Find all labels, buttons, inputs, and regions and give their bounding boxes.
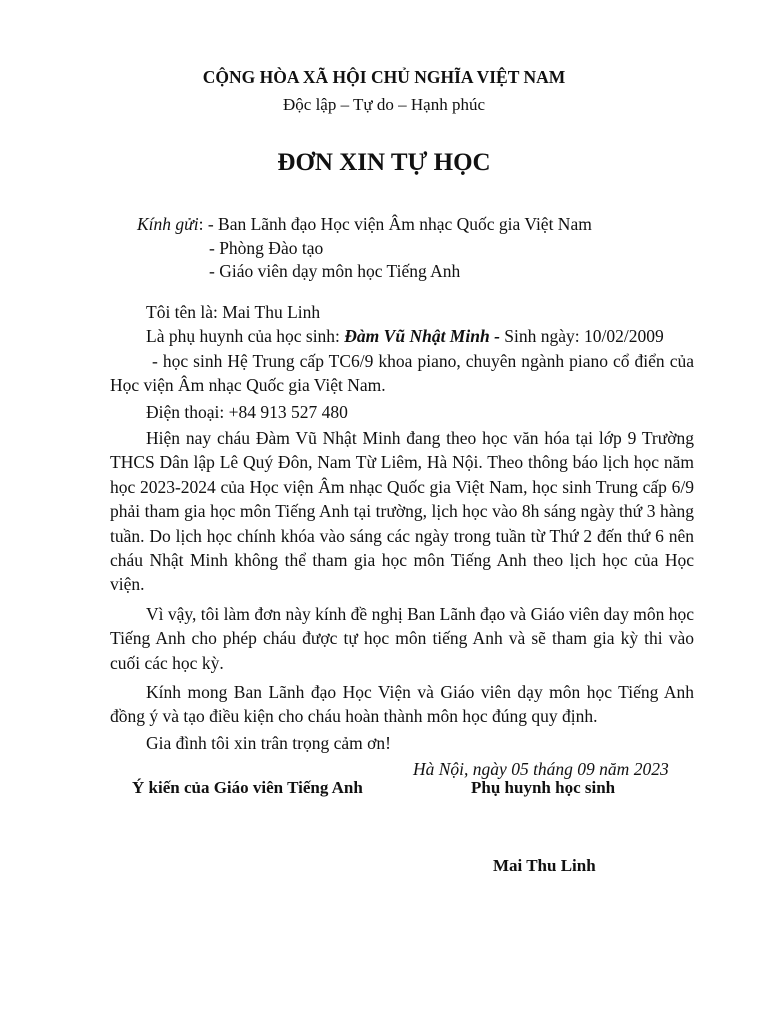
recipients-first-line: [137, 212, 592, 236]
teacher-opinion-label: Ý kiến của Giáo viên Tiếng Anh: [132, 778, 363, 797]
national-motto: Độc lập – Tự do – Hạnh phúc: [283, 95, 485, 114]
parent-signature-name: Mai Thu Linh: [493, 856, 596, 875]
recipient-item: - Phòng Đào tạo: [209, 238, 324, 258]
reason-text: Hiện nay cháu Đàm Vũ Nhật Minh đang theo học văn hóa tại lớp 9 Trường THCS Dân lập Lê Quý Đôn, Nam Từ Liêm, Hà Nội. Theo thông báo lịch học năm học 2023-2024 của Học viện Âm nhạc Quốc gia Việt Nam, học sinh Trung cấp 6/9 phải tham gia học môn Tiếng Anh tại trường, lịch học vào 8h sáng ngày thứ 3 hàng tuần. Do lịch học chính khóa vào sáng các ngày trong tuần từ Thứ 2 đến thứ 6 nên cháu Nhật Minh không thể tham gia học môn Tiếng Anh theo lịch học của Học viện.: [110, 428, 694, 595]
student-info-text: - học sinh Hệ Trung cấp TC6/9 khoa piano, chuyên ngành piano cổ điển của Học viện Âm nhạc Quốc gia Việt Nam.: [110, 351, 694, 396]
recipient-item: - Giáo viên dạy môn học Tiếng Anh: [209, 261, 461, 281]
request-paragraph: [110, 602, 694, 675]
hope-text: Kính mong Ban Lãnh đạo Học Viện và Giáo viên dạy môn học Tiếng Anh đồng ý và tạo điều kiện cho cháu hoàn thành môn học đúng quy định.: [110, 682, 694, 727]
document-title: ĐƠN XIN TỰ HỌC: [277, 149, 491, 176]
parent-of-line: [146, 324, 664, 348]
place-date: Hà Nội, ngày 05 tháng 09 năm 2023: [413, 759, 669, 779]
student-info-paragraph: [110, 349, 694, 398]
phone-line: Điện thoại: +84 913 527 480: [146, 402, 348, 422]
reason-paragraph: [110, 426, 694, 597]
hope-paragraph: [110, 680, 694, 729]
parent-prefix: Là phụ huynh của học sinh:: [146, 326, 345, 346]
recipient-item: - Ban Lãnh đạo Học viện Âm nhạc Quốc gia Việt Nam: [207, 214, 592, 234]
national-header: CỘNG HÒA XÃ HỘI CHỦ NGHĨA VIỆT NAM: [202, 67, 566, 87]
recipients-colon: :: [198, 214, 204, 234]
student-name: Đàm Vũ Nhật Minh -: [344, 326, 500, 346]
student-birth: Sinh ngày: 10/02/2009: [499, 326, 664, 346]
applicant-name-line: Tôi tên là: Mai Thu Linh: [146, 302, 321, 322]
request-text: Vì vậy, tôi làm đơn này kính đề nghị Ban Lãnh đạo và Giáo viên day môn học Tiếng Anh cho phép cháu được tự học môn tiếng Anh và sẽ tham gia kỳ thi vào cuối các học kỳ.: [110, 604, 694, 673]
recipients-label: Kính gửi: [137, 214, 199, 234]
thanks-line: Gia đình tôi xin trân trọng cảm ơn!: [146, 733, 391, 753]
parent-signature-label: Phụ huynh học sinh: [471, 778, 616, 797]
